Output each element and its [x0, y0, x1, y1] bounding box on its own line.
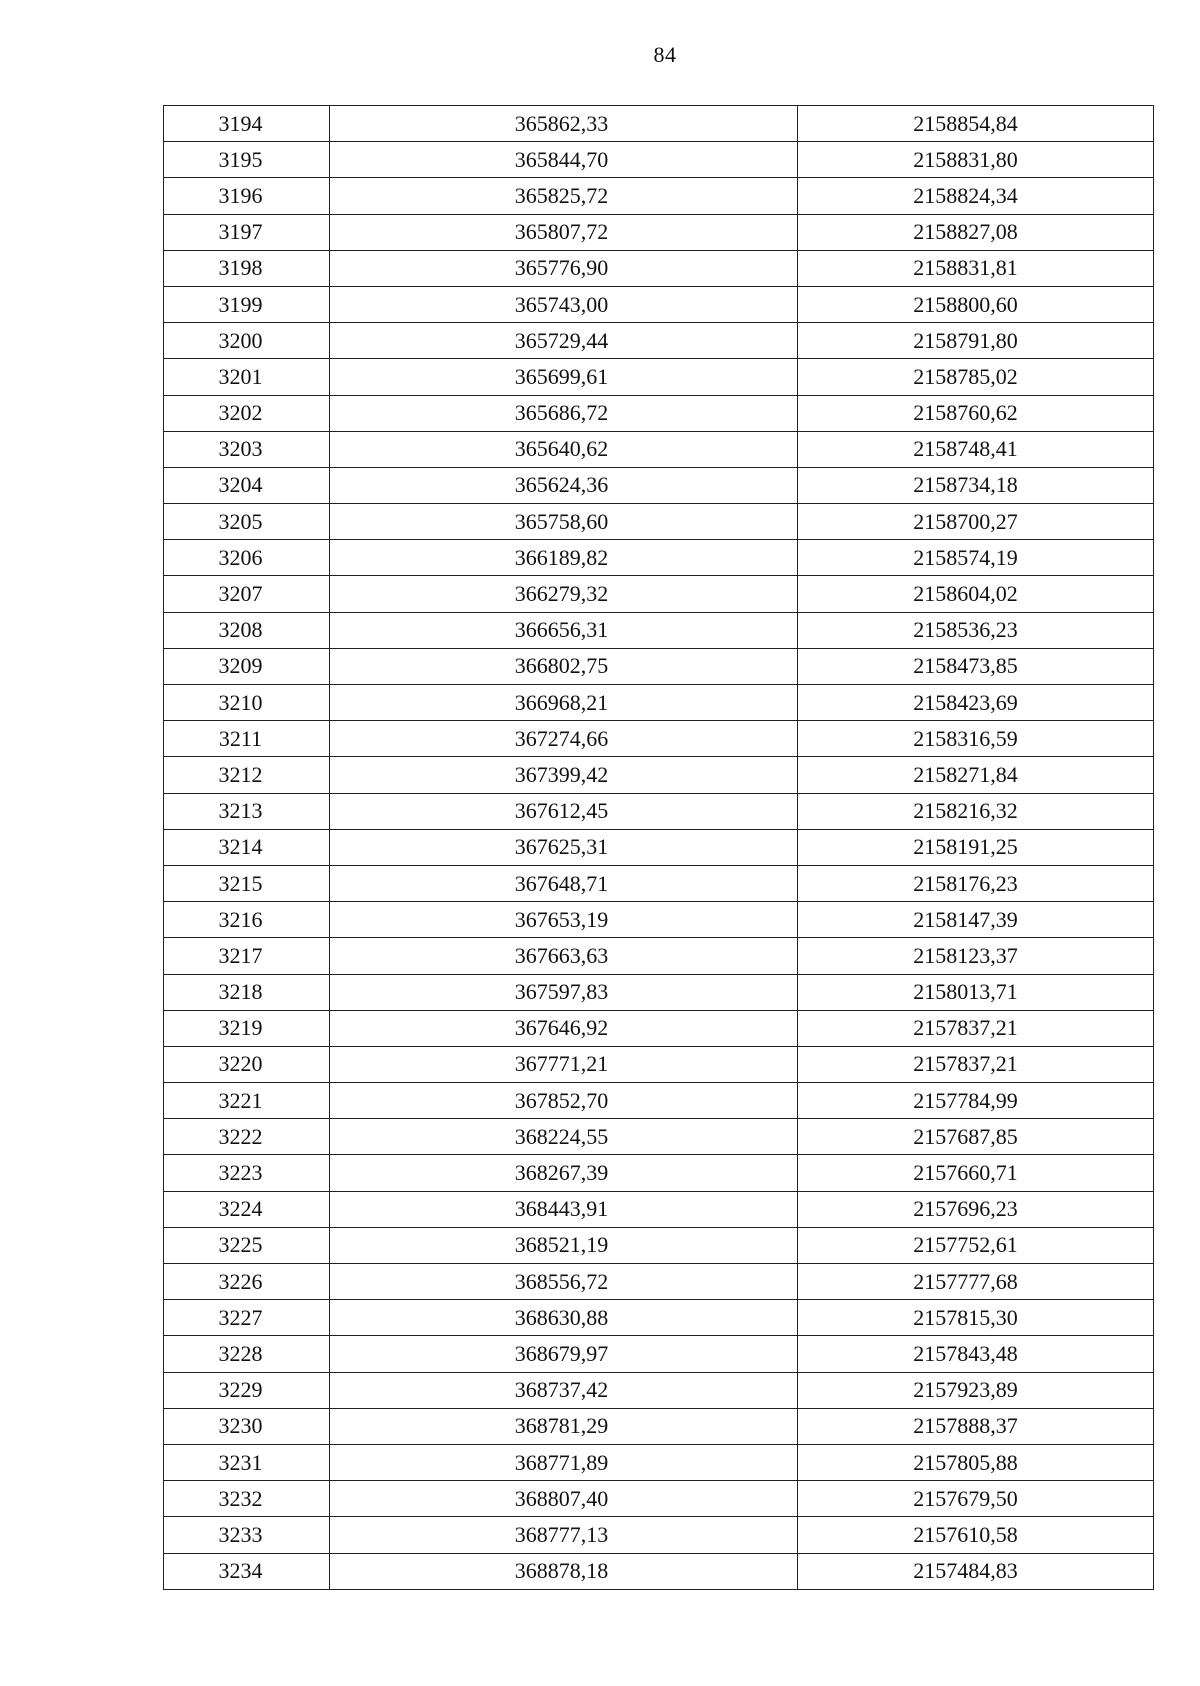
point-number-cell: 3207 [164, 576, 330, 612]
point-number-cell: 3204 [164, 467, 330, 503]
table-row [164, 1481, 1154, 1517]
y-coordinate-cell: 2158827,08 [798, 214, 1154, 250]
x-coordinate-cell: 366189,82 [330, 540, 798, 576]
y-coordinate-cell: 2158748,41 [798, 431, 1154, 467]
y-coordinate-cell: 2157660,71 [798, 1155, 1154, 1191]
point-number-cell: 3217 [164, 938, 330, 974]
x-coordinate-cell: 367597,83 [330, 974, 798, 1010]
y-coordinate-cell: 2157752,61 [798, 1227, 1154, 1263]
table-row [164, 106, 1154, 142]
point-number-cell: 3205 [164, 504, 330, 540]
point-number-cell: 3212 [164, 757, 330, 793]
point-number-cell: 3233 [164, 1517, 330, 1553]
y-coordinate-cell: 2158316,59 [798, 721, 1154, 757]
point-number-cell: 3195 [164, 142, 330, 178]
table-row [164, 1553, 1154, 1589]
x-coordinate-cell: 368556,72 [330, 1264, 798, 1300]
x-coordinate-cell: 368521,19 [330, 1227, 798, 1263]
table-row [164, 540, 1154, 576]
table-row [164, 178, 1154, 214]
point-number-cell: 3197 [164, 214, 330, 250]
table-row [164, 1517, 1154, 1553]
y-coordinate-cell: 2158760,62 [798, 395, 1154, 431]
table-row [164, 685, 1154, 721]
x-coordinate-cell: 368224,55 [330, 1119, 798, 1155]
x-coordinate-cell: 367663,63 [330, 938, 798, 974]
point-number-cell: 3194 [164, 106, 330, 142]
point-number-cell: 3223 [164, 1155, 330, 1191]
table-row [164, 1264, 1154, 1300]
x-coordinate-cell: 365699,61 [330, 359, 798, 395]
table-row [164, 250, 1154, 286]
x-coordinate-cell: 366968,21 [330, 685, 798, 721]
table-row [164, 757, 1154, 793]
y-coordinate-cell: 2158123,37 [798, 938, 1154, 974]
point-number-cell: 3199 [164, 286, 330, 322]
x-coordinate-cell: 366279,32 [330, 576, 798, 612]
x-coordinate-cell: 368679,97 [330, 1336, 798, 1372]
point-number-cell: 3218 [164, 974, 330, 1010]
point-number-cell: 3231 [164, 1444, 330, 1480]
table-row [164, 648, 1154, 684]
table-row [164, 1300, 1154, 1336]
point-number-cell: 3208 [164, 612, 330, 648]
x-coordinate-cell: 367274,66 [330, 721, 798, 757]
x-coordinate-cell: 366656,31 [330, 612, 798, 648]
x-coordinate-cell: 365640,62 [330, 431, 798, 467]
table-row [164, 721, 1154, 757]
table-row [164, 938, 1154, 974]
x-coordinate-cell: 368267,39 [330, 1155, 798, 1191]
point-number-cell: 3232 [164, 1481, 330, 1517]
y-coordinate-cell: 2158785,02 [798, 359, 1154, 395]
x-coordinate-cell: 366802,75 [330, 648, 798, 684]
y-coordinate-cell: 2158574,19 [798, 540, 1154, 576]
y-coordinate-cell: 2157679,50 [798, 1481, 1154, 1517]
y-coordinate-cell: 2158854,84 [798, 106, 1154, 142]
y-coordinate-cell: 2158271,84 [798, 757, 1154, 793]
point-number-cell: 3214 [164, 829, 330, 865]
table-row [164, 214, 1154, 250]
x-coordinate-cell: 365807,72 [330, 214, 798, 250]
x-coordinate-cell: 367648,71 [330, 865, 798, 901]
x-coordinate-cell: 368737,42 [330, 1372, 798, 1408]
table-row [164, 865, 1154, 901]
x-coordinate-cell: 365686,72 [330, 395, 798, 431]
x-coordinate-cell: 365776,90 [330, 250, 798, 286]
table-row [164, 1155, 1154, 1191]
y-coordinate-cell: 2158216,32 [798, 793, 1154, 829]
table-row [164, 793, 1154, 829]
table-row [164, 902, 1154, 938]
table-row [164, 1227, 1154, 1263]
table-row [164, 504, 1154, 540]
x-coordinate-cell: 365862,33 [330, 106, 798, 142]
x-coordinate-cell: 368781,29 [330, 1408, 798, 1444]
y-coordinate-cell: 2157484,83 [798, 1553, 1154, 1589]
table-row [164, 974, 1154, 1010]
table-row [164, 1444, 1154, 1480]
x-coordinate-cell: 365729,44 [330, 323, 798, 359]
point-number-cell: 3230 [164, 1408, 330, 1444]
y-coordinate-cell: 2157805,88 [798, 1444, 1154, 1480]
y-coordinate-cell: 2158791,80 [798, 323, 1154, 359]
x-coordinate-cell: 368771,89 [330, 1444, 798, 1480]
point-number-cell: 3206 [164, 540, 330, 576]
table-row [164, 1083, 1154, 1119]
y-coordinate-cell: 2157923,89 [798, 1372, 1154, 1408]
y-coordinate-cell: 2158831,80 [798, 142, 1154, 178]
x-coordinate-cell: 368443,91 [330, 1191, 798, 1227]
table-row [164, 576, 1154, 612]
x-coordinate-cell: 365825,72 [330, 178, 798, 214]
y-coordinate-cell: 2157843,48 [798, 1336, 1154, 1372]
point-number-cell: 3220 [164, 1046, 330, 1082]
table-row [164, 395, 1154, 431]
point-number-cell: 3229 [164, 1372, 330, 1408]
table-row [164, 431, 1154, 467]
y-coordinate-cell: 2158536,23 [798, 612, 1154, 648]
point-number-cell: 3198 [164, 250, 330, 286]
y-coordinate-cell: 2157815,30 [798, 1300, 1154, 1336]
table-row [164, 829, 1154, 865]
y-coordinate-cell: 2158423,69 [798, 685, 1154, 721]
x-coordinate-cell: 367653,19 [330, 902, 798, 938]
point-number-cell: 3211 [164, 721, 330, 757]
coordinates-table [163, 105, 1154, 1590]
point-number-cell: 3210 [164, 685, 330, 721]
x-coordinate-cell: 367852,70 [330, 1083, 798, 1119]
x-coordinate-cell: 365758,60 [330, 504, 798, 540]
table-row [164, 1336, 1154, 1372]
x-coordinate-cell: 367646,92 [330, 1010, 798, 1046]
y-coordinate-cell: 2157610,58 [798, 1517, 1154, 1553]
table-row [164, 359, 1154, 395]
y-coordinate-cell: 2157696,23 [798, 1191, 1154, 1227]
table-row [164, 467, 1154, 503]
point-number-cell: 3222 [164, 1119, 330, 1155]
point-number-cell: 3225 [164, 1227, 330, 1263]
x-coordinate-cell: 365624,36 [330, 467, 798, 503]
table-row [164, 1191, 1154, 1227]
x-coordinate-cell: 367399,42 [330, 757, 798, 793]
table-row [164, 1372, 1154, 1408]
y-coordinate-cell: 2157784,99 [798, 1083, 1154, 1119]
point-number-cell: 3227 [164, 1300, 330, 1336]
point-number-cell: 3216 [164, 902, 330, 938]
y-coordinate-cell: 2158176,23 [798, 865, 1154, 901]
table-row [164, 1046, 1154, 1082]
y-coordinate-cell: 2158800,60 [798, 286, 1154, 322]
y-coordinate-cell: 2158013,71 [798, 974, 1154, 1010]
y-coordinate-cell: 2157837,21 [798, 1046, 1154, 1082]
point-number-cell: 3224 [164, 1191, 330, 1227]
x-coordinate-cell: 368807,40 [330, 1481, 798, 1517]
y-coordinate-cell: 2158147,39 [798, 902, 1154, 938]
point-number-cell: 3228 [164, 1336, 330, 1372]
point-number-cell: 3200 [164, 323, 330, 359]
y-coordinate-cell: 2157777,68 [798, 1264, 1154, 1300]
point-number-cell: 3203 [164, 431, 330, 467]
table-row [164, 323, 1154, 359]
point-number-cell: 3213 [164, 793, 330, 829]
table-row [164, 612, 1154, 648]
point-number-cell: 3215 [164, 865, 330, 901]
point-number-cell: 3226 [164, 1264, 330, 1300]
x-coordinate-cell: 367625,31 [330, 829, 798, 865]
x-coordinate-cell: 368777,13 [330, 1517, 798, 1553]
y-coordinate-cell: 2157888,37 [798, 1408, 1154, 1444]
y-coordinate-cell: 2158604,02 [798, 576, 1154, 612]
x-coordinate-cell: 365844,70 [330, 142, 798, 178]
x-coordinate-cell: 367612,45 [330, 793, 798, 829]
point-number-cell: 3219 [164, 1010, 330, 1046]
table-row [164, 1119, 1154, 1155]
point-number-cell: 3201 [164, 359, 330, 395]
table-row [164, 286, 1154, 322]
coordinates-table-body [164, 106, 1154, 1590]
y-coordinate-cell: 2158824,34 [798, 178, 1154, 214]
y-coordinate-cell: 2158700,27 [798, 504, 1154, 540]
page-number: 84 [653, 42, 677, 67]
x-coordinate-cell: 368878,18 [330, 1553, 798, 1589]
y-coordinate-cell: 2158473,85 [798, 648, 1154, 684]
y-coordinate-cell: 2158831,81 [798, 250, 1154, 286]
point-number-cell: 3202 [164, 395, 330, 431]
x-coordinate-cell: 368630,88 [330, 1300, 798, 1336]
table-row [164, 1010, 1154, 1046]
y-coordinate-cell: 2158734,18 [798, 467, 1154, 503]
x-coordinate-cell: 365743,00 [330, 286, 798, 322]
y-coordinate-cell: 2157837,21 [798, 1010, 1154, 1046]
point-number-cell: 3234 [164, 1553, 330, 1589]
point-number-cell: 3209 [164, 648, 330, 684]
table-row [164, 142, 1154, 178]
y-coordinate-cell: 2158191,25 [798, 829, 1154, 865]
point-number-cell: 3196 [164, 178, 330, 214]
point-number-cell: 3221 [164, 1083, 330, 1119]
y-coordinate-cell: 2157687,85 [798, 1119, 1154, 1155]
table-row [164, 1408, 1154, 1444]
x-coordinate-cell: 367771,21 [330, 1046, 798, 1082]
